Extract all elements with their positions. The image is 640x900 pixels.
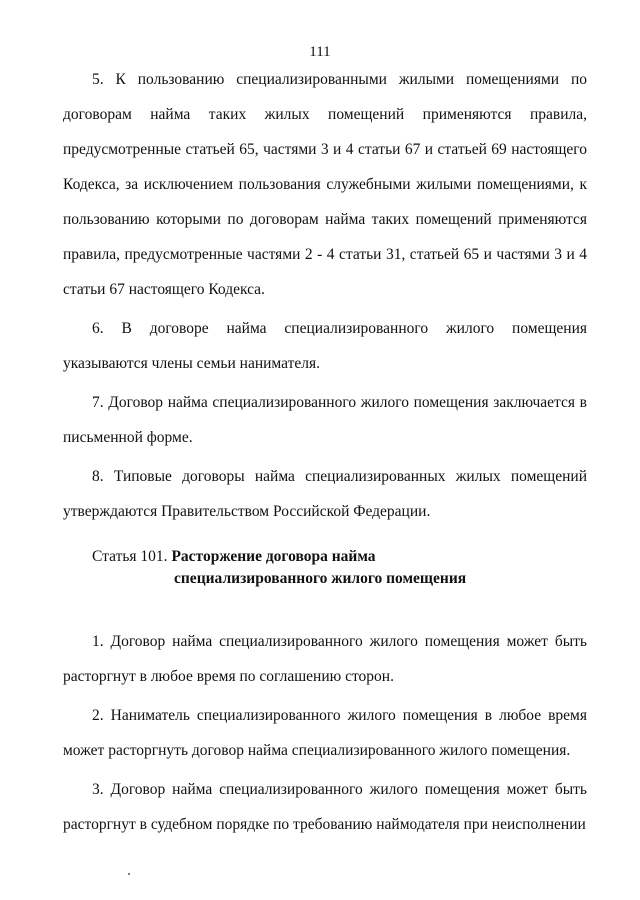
section-top-text — [63, 62, 587, 529]
page-number: 111 — [309, 44, 331, 60]
paragraph-3: 3. Договор найма специализированного жилого помещения может быть расторгнут в судебном порядке по требованию наймодателя при неисполнении — [63, 781, 587, 833]
paragraph-6: 6. В договоре найма специализированного жилого помещения указываются члены семьи нанимателя. — [63, 320, 587, 372]
section-bottom-text — [63, 624, 587, 842]
article-number: Статья 101. — [92, 548, 168, 565]
paragraph-2: 2. Наниматель специализированного жилого помещения в любое время может расторгнуть договор найма специализированного жилого помещения. — [63, 707, 587, 759]
paragraph-5: 5. К пользованию специализированными жилыми помещениями по договорам найма таких жилых помещений применяются правила, предусмотренные статьей 65, частями 3 и 4 статьи 67 и статьей 69 настоящего Кодекса, за исключением пользования служебными жилыми помещениями, к пользованию которыми по договорам найма таких помещений применяются правила, предусмотренные частями 2 - 4 статьи 31, статьей 65 и частями 3 и 4 статьи 67 настоящего Кодекса. — [63, 71, 587, 298]
article-heading — [92, 546, 592, 590]
scan-speck — [128, 873, 130, 875]
paragraph-1: 1. Договор найма специализированного жилого помещения может быть расторгнут в любое время по соглашению сторон. — [63, 633, 587, 685]
article-title-line-1: Расторжение договора найма — [171, 548, 376, 565]
paragraph-8: 8. Типовые договоры найма специализированных жилых помещений утверждаются Правительством Российской Федерации. — [63, 468, 587, 520]
paragraph-7: 7. Договор найма специализированного жилого помещения заключается в письменной форме. — [63, 394, 587, 446]
article-title-line-2: специализированного жилого помещения — [174, 570, 467, 587]
